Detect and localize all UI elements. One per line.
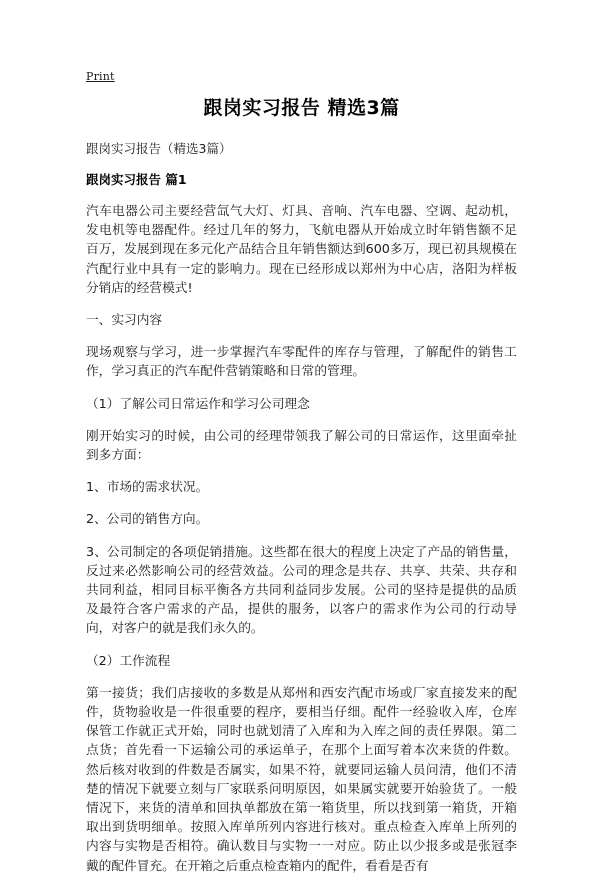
document-subtitle: 跟岗实习报告（精选3篇） (86, 141, 232, 156)
print-link[interactable]: Print (86, 70, 115, 83)
paragraph-subsection-1-heading: （1）了解公司日常运作和学习公司理念 (86, 395, 310, 411)
paragraph-list-item-3: 3、公司制定的各项促销措施。这些都在很大的程度上决定了产品的销售量，反过来必然影响公司的经营效益。公司的理念是共存、共享、共荣、共存和共同利益，相同目标平衡各方共同利益同步发展。公司的坚持是提供的品质及最符合客户需求的产品，提供的服务，以客户的需求作为公司的行动导向，对客户的就是我们永久的。 (86, 543, 517, 636)
paragraph-company-intro: 汽车电器公司主要经营氙气大灯、灯具、音响、汽车电器、空调、起动机，发电机等电器配件。经过几年的努力，飞航电器从开始成立时年销售额不足百万，发展到现在多元化产品结合且年销售额达到600多万，现已初具规模在汽配行业中具有一定的影响力。现在已经形成以郑州为中心店，洛阳为样板分销店的经营模式! (86, 203, 517, 295)
section-heading-pian1: 跟岗实习报告 篇1 (86, 172, 187, 187)
paragraph-subsection-2-heading: （2）工作流程 (86, 652, 171, 668)
paragraph-list-item-2: 2、公司的销售方向。 (86, 511, 209, 527)
paragraph-daily-operations: 刚开始实习的时候，由公司的经理带领我了解公司的日常运作，这里面牵扯到多方面： (86, 427, 517, 463)
page-title: 跟岗实习报告 精选3篇 (203, 97, 400, 119)
paragraph-work-process: 第一接货；我们店接收的多数是从郑州和西安汽配市场或厂家直接发来的配件，货物验收是一件很重要的程序，要相当仔细。配件一经验收入库，仓库保管工作就正式开始，同时也就划清了入库和为入库之间的责任界限。第二点货；首先看一下运输公司的承运单子，在那个上面写着本次来货的件数。然后核对收到的件数是否属实，如果不符，就要同运输人员问清，他们不清楚的情况下就要立刻与厂家联系问明原因，如果属实就要开始验货了。一般情况下，来货的清单和回执单都放在第一箱货里，所以找到第一箱货，开箱取出到货明细单。按照入库单所列内容进行核对。重点检查入库单上所列的内容与实物是否相符。确认数目与实物一一对应。防止以少报多或是张冠李戴的配件冒充。在开箱之后重点检查箱内的配件，看看是否有 (86, 684, 517, 873)
paragraph-list-item-1: 1、市场的需求状况。 (86, 479, 209, 495)
document-body (86, 95, 517, 875)
paragraph-section-1-heading: 一、实习内容 (86, 312, 163, 328)
paragraph-internship-content: 现场观察与学习，进一步掌握汽车零配件的库存与管理，了解配件的销售工作，学习真正的汽车配件营销策略和日常的管理。 (86, 344, 517, 379)
